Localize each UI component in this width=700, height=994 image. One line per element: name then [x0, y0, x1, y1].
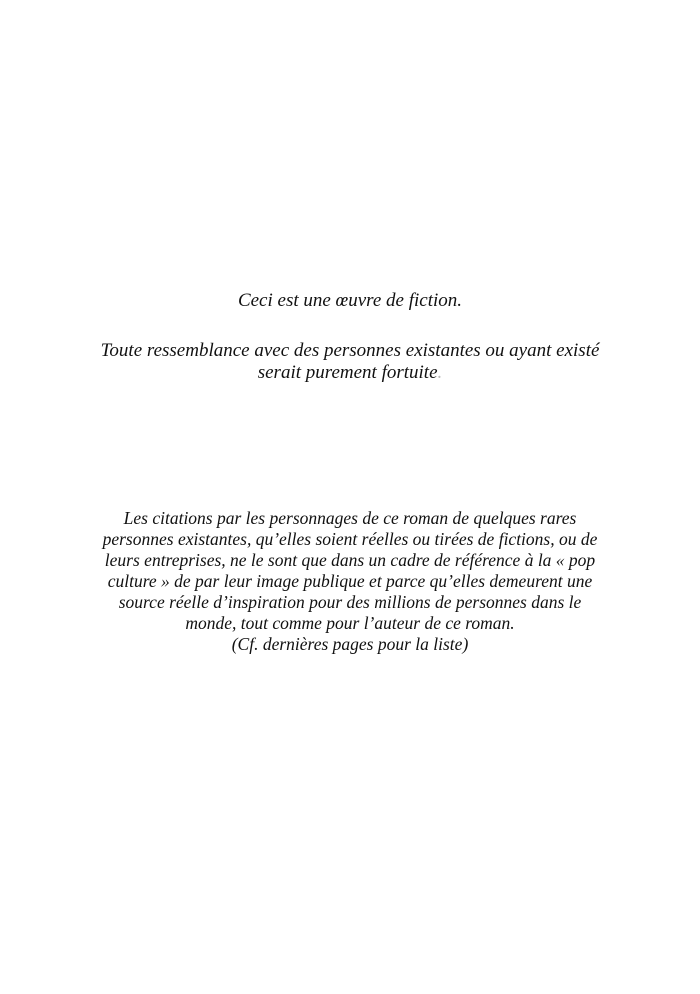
citation-line: leurs entreprises, ne le sont que dans un cadre de référence à la « pop [104, 550, 596, 570]
resemblance-trailing-mark: . [437, 362, 443, 383]
fiction-statement: Ceci est une œuvre de fiction. [237, 290, 463, 311]
citation-line: culture » de par leur image publique et parce qu’elles demeurent une [107, 571, 593, 591]
resemblance-statement-line-2 [0, 362, 700, 384]
citation-line: personnes existantes, qu’elles soient réelles ou tirées de fictions, ou de [102, 529, 598, 549]
resemblance-statement-text: serait purement fortuite [257, 362, 438, 383]
resemblance-statement-line-1: Toute ressemblance avec des personnes existantes ou ayant existé [100, 340, 600, 361]
citation-line: monde, tout comme pour l’auteur de ce roman. [185, 613, 515, 633]
citation-reference-note: (Cf. dernières pages pour la liste) [231, 634, 469, 654]
citation-line: source réelle d’inspiration pour des millions de personnes dans le [118, 592, 582, 612]
citation-line: Les citations par les personnages de ce roman de quelques rares [123, 508, 577, 528]
